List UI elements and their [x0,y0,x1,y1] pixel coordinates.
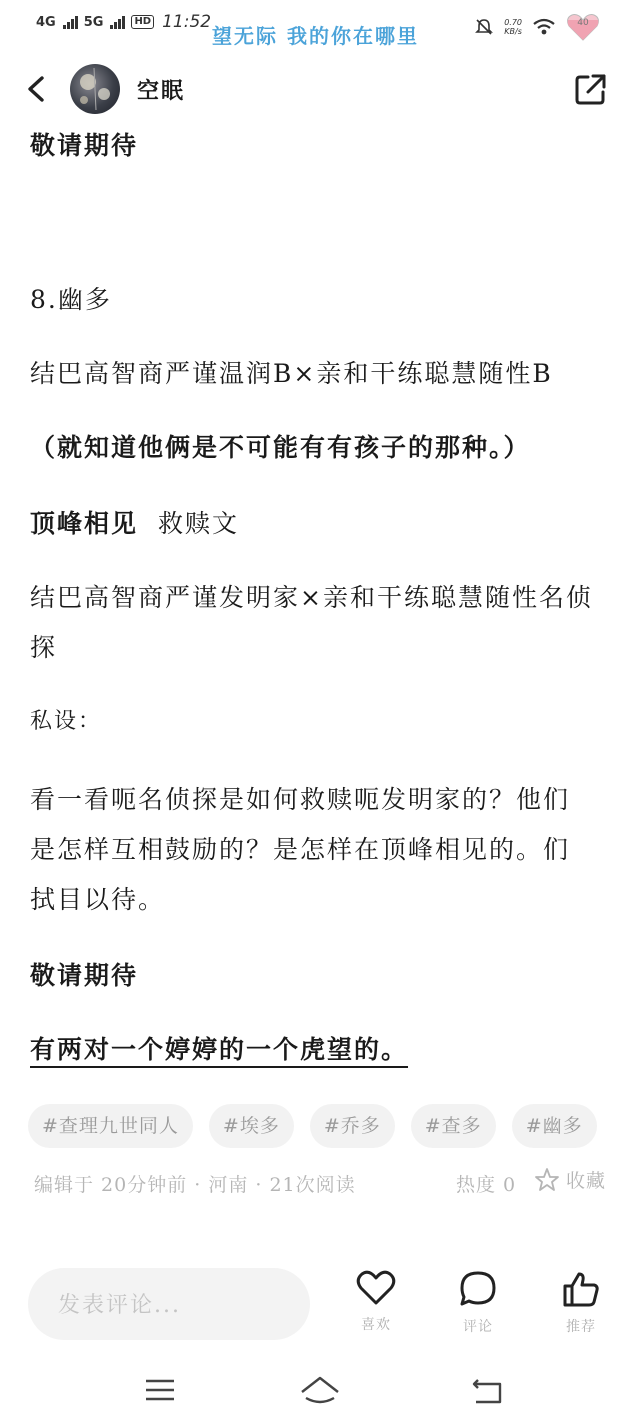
favorite-button[interactable] [534,1166,606,1193]
paragraph: 私设： [30,709,103,734]
paragraph: 探 [30,633,58,662]
paragraph: 8.幽多 [30,285,112,314]
comment-input[interactable] [28,1268,310,1340]
post-header [0,60,640,120]
comment-label: 评论 [463,1319,493,1335]
chat-bubble-icon [458,1270,498,1308]
subtitle-genre: 救赎文 [157,509,239,538]
signal-icon [63,15,78,29]
network-4g-label: 4G [36,14,56,30]
paragraph: 结巴高智商严谨发明家×亲和干练聪慧随性名侦 [30,583,593,612]
like-label: 喜欢 [361,1317,391,1333]
system-nav-bar [0,1360,640,1420]
net-speed [504,18,522,36]
paragraph: 敬请期待 [30,131,139,160]
paragraph: （就知道他俩是不可能有有孩子的那种。） [30,433,531,462]
tag-chip[interactable]: #幽多 [512,1104,597,1148]
post-meta-info: 编辑于 20分钟前 · 河南 · 21次阅读 [34,1174,356,1196]
recommend-label: 推荐 [566,1319,596,1335]
network-5g-label: 5G [83,14,104,30]
back-nav-icon[interactable] [470,1372,506,1408]
author-name[interactable]: 空眠 [137,78,186,104]
tag-chip[interactable]: #埃多 [209,1104,294,1148]
like-button[interactable] [346,1270,406,1334]
status-bar [0,0,640,50]
tag-chip[interactable]: #乔多 [310,1104,395,1148]
comment-placeholder: 发表评论... [58,1293,181,1318]
mute-bell-icon [474,17,494,37]
subtitle-bold: 顶峰相见 [30,509,139,538]
heat-count: 热度 0 [456,1174,517,1196]
battery-heart-icon [566,12,600,42]
paragraph: 是怎样互相鼓励的？是怎样在顶峰相见的。们 [30,835,571,864]
signal-icon [110,15,125,29]
thumbs-up-icon [561,1270,601,1308]
share-icon[interactable] [574,72,608,106]
heart-icon [356,1270,396,1306]
author-avatar[interactable] [70,64,120,114]
paragraph: 结巴高智商严谨温润B×亲和干练聪慧随性B [30,359,553,388]
tag-chip[interactable]: #查多 [411,1104,496,1148]
paragraph: 拭目以待。 [30,885,166,914]
comment-button[interactable] [448,1270,508,1336]
status-left [36,12,211,32]
wifi-icon [532,18,556,36]
home-icon[interactable] [298,1372,342,1408]
status-right [474,12,600,42]
tag-list [28,1104,597,1148]
favorite-label: 收藏 [566,1170,607,1192]
net-speed-unit: KB/s [504,27,522,36]
star-icon [534,1167,560,1193]
recommend-button[interactable] [551,1270,611,1336]
tag-chip[interactable]: #查理九世同人 [28,1104,193,1148]
status-marquee-text: 望无际 我的你在哪里 [212,24,419,48]
paragraph: 敬请期待 [30,961,139,990]
hd-badge: HD [131,15,154,29]
back-arrow-icon[interactable] [22,72,52,106]
net-speed-value: 0.70 [504,18,522,27]
paragraph: 有两对一个婷婷的一个虎望的。 [30,1035,409,1064]
battery-level: 40 [577,18,589,28]
paragraph: 看一看呃名侦探是如何救赎呃发明家的？他们 [30,785,571,814]
menu-icon[interactable] [142,1372,178,1408]
paragraph-title-line [30,504,239,540]
clock: 11:52 [162,12,212,32]
